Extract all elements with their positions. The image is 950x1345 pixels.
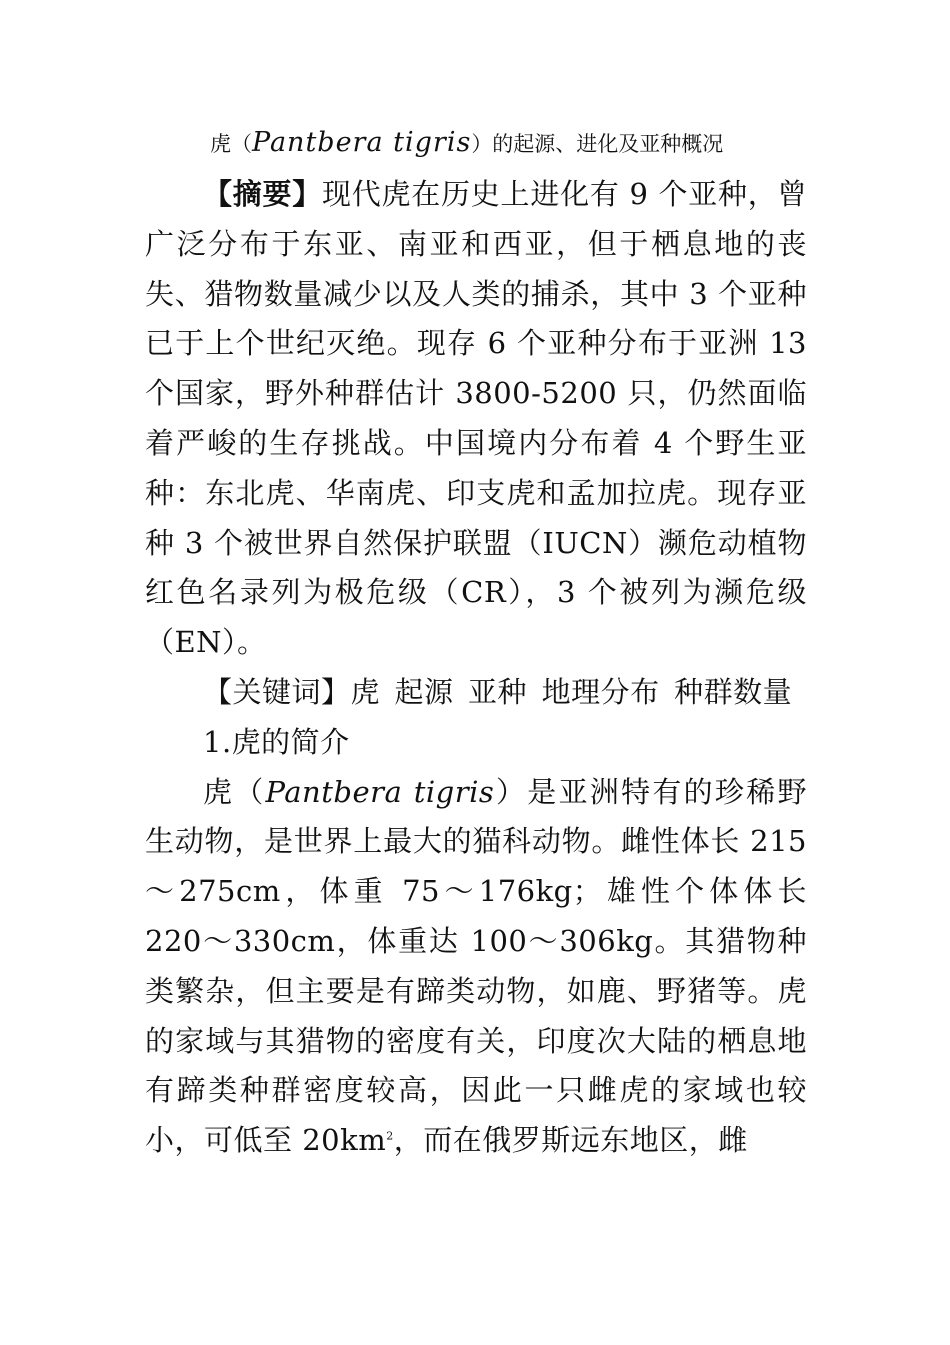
keywords-paragraph — [145, 668, 807, 718]
abstract-text: 现代虎在历史上进化有 9 个亚种，曾广泛分布于东亚、南亚和西亚，但于栖息地的丧失、猎物数量减少以及人类的捕杀，其中 3 个亚种已于上个世纪灭绝。现存 6 个亚种分布于亚洲 13 个国家，野外种群估计 3800-5200 只，仍然面临着严峻的生存挑战。中国境内分布着 4 个野生亚种：东北虎、华南虎、印支虎和孟加拉虎。现存亚种 3 个被世界自然保护联盟（IUCN）濒危动植物红色名录列为极危级（CR），3 个被列为濒危级（EN）。 — [145, 177, 807, 660]
keywords-label: 【关键词】 — [203, 674, 351, 709]
area-superscript: 2 — [386, 1129, 394, 1143]
document-title — [210, 128, 850, 159]
paragraph-start: 虎（ — [203, 774, 266, 809]
title-latin-name: Pantbera tigris — [252, 127, 472, 158]
keyword-item: 起源 — [394, 674, 454, 709]
abstract-label: 【摘要】 — [203, 177, 323, 211]
paragraph-text: ）是亚洲特有的珍稀野生动物，是世界上最大的猫科动物。雌性体长 215～275cm，体重 75～176kg；雄性个体体长 220～330cm，体重达 100～306kg。其猎物种类繁杂，但主要是有蹄类动物，如鹿、野猪等。虎的家域与其猎物的密度有关，印度次大陆的栖息地有蹄类种群密度较高，因此一只雌虎的家域也较小，可低至 20km — [145, 774, 807, 1158]
section-paragraph — [145, 768, 807, 1166]
keyword-item: 亚种 — [468, 674, 528, 709]
keyword-item: 地理分布 — [541, 674, 660, 709]
keyword-item: 虎 — [350, 674, 381, 709]
paragraph-end: ，而在俄罗斯远东地区，雌 — [393, 1123, 748, 1158]
document-body — [145, 170, 807, 1166]
paragraph-latin-name: Pantbera tigris — [265, 774, 495, 809]
title-prefix: 虎（ — [210, 132, 252, 156]
keyword-item: 种群数量 — [674, 674, 793, 709]
section-heading: 1.虎的简介 — [203, 724, 350, 759]
abstract-paragraph — [145, 170, 807, 668]
title-suffix: ）的起源、进化及亚种概况 — [471, 132, 724, 156]
